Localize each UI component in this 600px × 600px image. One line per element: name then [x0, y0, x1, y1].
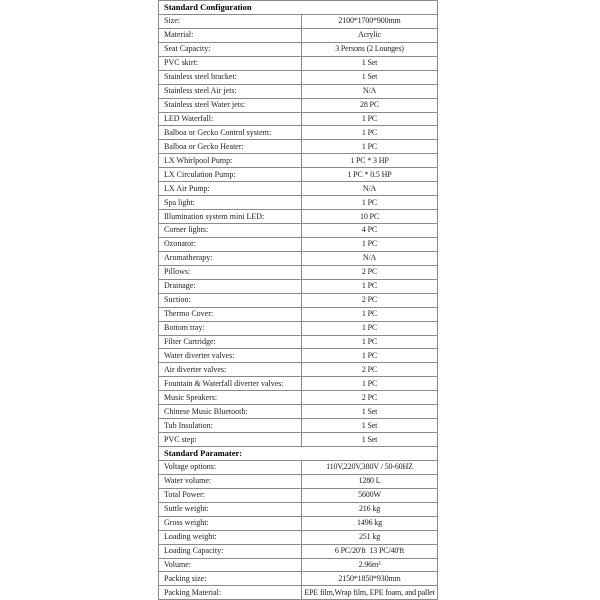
- table-row: [159, 15, 437, 29]
- row-label: Aromatherapy:: [159, 252, 302, 265]
- table-row: [159, 545, 437, 559]
- row-value: 1 Set: [361, 420, 378, 430]
- row-value: 1 PC: [361, 197, 378, 207]
- table-row: [159, 85, 437, 99]
- table-row: [159, 182, 437, 196]
- row-value: N/A: [362, 253, 377, 263]
- table-row: [159, 154, 437, 168]
- table-row: [159, 363, 437, 377]
- row-value: 110V,220V,380V / 50-60HZ: [326, 462, 413, 472]
- row-value: N/A: [362, 86, 377, 96]
- spec-table: [158, 0, 438, 600]
- row-label: Pillows:: [159, 266, 302, 279]
- table-row: [159, 391, 437, 405]
- table-row: [159, 252, 437, 266]
- table-row: [159, 238, 437, 252]
- row-label: Corner lights:: [159, 224, 302, 237]
- row-value: 2.96m³: [358, 559, 381, 569]
- row-label: Size:: [159, 15, 302, 28]
- row-value: 1 Set: [361, 72, 378, 82]
- row-label: Air diverter valves:: [159, 363, 302, 376]
- row-value: 2 PC: [361, 295, 378, 305]
- row-label: Suttle weight:: [159, 503, 302, 516]
- row-value: 1496 kg: [357, 518, 382, 528]
- row-value: 216 kg: [358, 504, 381, 514]
- row-label: Chinese Music Bluetooth:: [159, 405, 302, 418]
- row-label: Thermo Cover:: [159, 308, 302, 321]
- row-value: 1 PC: [361, 323, 378, 333]
- table-row: [159, 475, 437, 489]
- table-row: [159, 377, 437, 391]
- row-value: 1 PC: [361, 239, 378, 249]
- row-label: Balboa or Gecko Control system:: [159, 126, 302, 139]
- row-value: 1 PC * 0.5 HP: [347, 169, 392, 179]
- table-row: [159, 531, 437, 545]
- table-row: [159, 140, 437, 154]
- row-value: 28 PC: [359, 100, 380, 110]
- row-value: 251 kg: [358, 532, 381, 542]
- row-value: 5600W: [358, 490, 381, 500]
- row-label: LX Circulation Pump:: [159, 168, 302, 181]
- table-row: [159, 224, 437, 238]
- row-label: Spa light:: [159, 196, 302, 209]
- table-row: [159, 43, 437, 57]
- row-label: Music Speakers:: [159, 391, 302, 404]
- row-label: Packing size:: [159, 572, 302, 585]
- row-label: Stainless steel bracket:: [159, 71, 302, 84]
- row-label: LED Waterfall:: [159, 113, 302, 126]
- row-label: Bottom tray:: [159, 322, 302, 335]
- table-row: [159, 586, 437, 599]
- row-value: 2 PC: [361, 392, 378, 402]
- row-value: EPE film,Wrap film, EPE foam, and pallet: [304, 587, 435, 597]
- row-label: Drainage:: [159, 280, 302, 293]
- row-value: 1 PC: [361, 127, 378, 137]
- row-value: 1 PC: [361, 350, 378, 360]
- row-label: Volume:: [159, 559, 302, 572]
- row-label: Filter Cartridge:: [159, 336, 302, 349]
- row-label: Balboa or Gecko Heater:: [159, 140, 302, 153]
- table-row: [159, 419, 437, 433]
- table-row: [159, 405, 437, 419]
- row-label: Seat Capacity:: [159, 43, 302, 56]
- row-value: 2 PC: [361, 267, 378, 277]
- row-label: Stainless steel Air jets:: [159, 85, 302, 98]
- table-row: [159, 210, 437, 224]
- row-label: Material:: [159, 29, 302, 42]
- row-value: 2 PC: [361, 364, 378, 374]
- row-value: N/A: [362, 183, 377, 193]
- table-row: [159, 280, 437, 294]
- table-row: [159, 336, 437, 350]
- table-row: [159, 294, 437, 308]
- row-label: Loading weight:: [159, 531, 302, 544]
- row-label: Voltage options:: [159, 461, 302, 474]
- row-value: 1 PC: [361, 141, 378, 151]
- row-label: Suction:: [159, 294, 302, 307]
- row-label: Gross weight:: [159, 517, 302, 530]
- table-row: [159, 57, 437, 71]
- row-value: 10 PC: [359, 211, 380, 221]
- row-value: 1280 L: [358, 476, 381, 486]
- table-row: [159, 29, 437, 43]
- row-label: Stainless steel Water jets:: [159, 99, 302, 112]
- row-value: 1 Set: [361, 406, 378, 416]
- section-header-row: [159, 447, 437, 461]
- table-row: [159, 126, 437, 140]
- row-value: 1 PC: [361, 336, 378, 346]
- table-row: [159, 461, 437, 475]
- row-label: Illumination system mini LED:: [159, 210, 302, 223]
- table-row: [159, 196, 437, 210]
- row-value: 4 PC: [361, 225, 378, 235]
- row-value: 2150*1850*930mm: [338, 573, 401, 583]
- table-row: [159, 572, 437, 586]
- row-label: Packing Material:: [159, 586, 302, 599]
- row-value: 1 Set: [361, 58, 378, 68]
- row-value: Acrylic: [358, 30, 381, 40]
- row-label: Loading Capacity:: [159, 545, 302, 558]
- row-label: LX Air Pump:: [159, 182, 302, 195]
- table-row: [159, 517, 437, 531]
- section-header-row: [159, 1, 437, 15]
- row-value: 1 PC: [361, 113, 378, 123]
- table-row: [159, 71, 437, 85]
- table-row: [159, 99, 437, 113]
- row-value: 1 PC * 3 HP: [350, 155, 389, 165]
- row-label: Water diverter valves:: [159, 349, 302, 362]
- row-label: PVC skirt:: [159, 57, 302, 70]
- row-label: Ozonator:: [159, 238, 302, 251]
- row-value: 1 PC: [361, 378, 378, 388]
- table-row: [159, 266, 437, 280]
- table-row: [159, 559, 437, 573]
- table-row: [159, 433, 437, 447]
- table-row: [159, 308, 437, 322]
- row-value: 1 PC: [361, 309, 378, 319]
- row-value: 3 Persons (2 Lounges): [335, 44, 404, 54]
- row-label: Water volume:: [159, 475, 302, 488]
- row-value: 6 PC/20'ft 13 PC/40'ft: [334, 546, 405, 556]
- table-row: [159, 168, 437, 182]
- row-value: 1 Set: [361, 434, 378, 444]
- table-row: [159, 322, 437, 336]
- row-label: PVC step:: [159, 433, 302, 446]
- table-row: [159, 503, 437, 517]
- row-label: Fountain & Waterfall diverter valves:: [159, 377, 302, 390]
- table-row: [159, 113, 437, 127]
- row-label: Tub Insulation:: [159, 419, 302, 432]
- section-header-label: Standard Paramater:: [164, 448, 243, 459]
- table-row: [159, 489, 437, 503]
- row-label: Total Power:: [159, 489, 302, 502]
- table-row: [159, 349, 437, 363]
- section-header-label: Standard Configuration: [164, 2, 252, 13]
- row-label: LX Whirlpool Pump:: [159, 154, 302, 167]
- row-value: 1 PC: [361, 281, 378, 291]
- row-value: 2100*1700*900mm: [338, 16, 401, 26]
